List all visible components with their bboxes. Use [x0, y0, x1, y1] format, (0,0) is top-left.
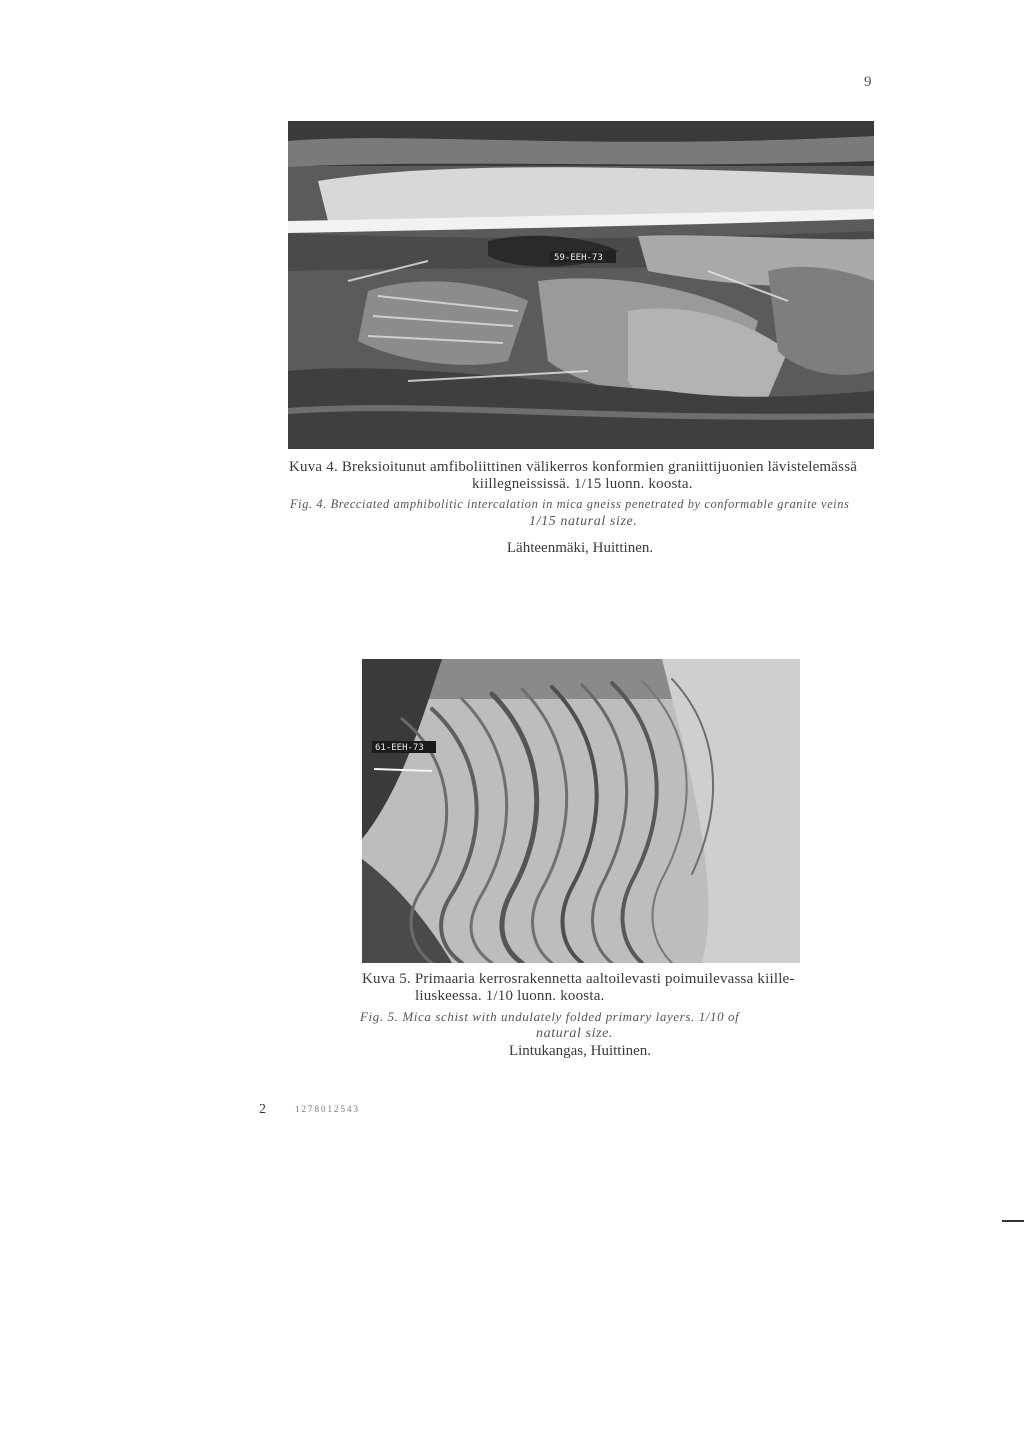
figure-4-tag: 59-EEH-73 — [554, 253, 603, 263]
figure-4-caption-fi-2: kiillegneississä. 1/15 luonn. koosta. — [472, 476, 693, 492]
figure-4-caption-en-1: Fig. 4. Brecciated amphibolitic intercalation in mica gneiss penetrated by conformable granite veins — [290, 497, 850, 511]
figure-5-location: Lintukangas, Huittinen. — [508, 1043, 652, 1059]
figure-4-caption-fi-1: Kuva 4. Breksioitunut amfiboliittinen välikerros konformien graniittijuonien lävistelemässä — [289, 459, 858, 475]
figure-5-caption-fi-2: liuskeessa. 1/10 luonn. koosta. — [415, 988, 605, 1004]
figure-5-image — [362, 659, 800, 963]
figure-4-image — [288, 121, 874, 449]
figure-4-photo — [288, 121, 874, 449]
figure-4-location: Lähteenmäki, Huittinen. — [506, 540, 654, 556]
figure-5-photo — [362, 659, 800, 963]
figure-5-caption-fi-1: Kuva 5. Primaaria kerrosrakennetta aaltoilevasti poimuilevassa kiille- — [362, 971, 795, 987]
footer-code: 1278012543 — [295, 1104, 360, 1114]
edge-mark — [1002, 1220, 1024, 1222]
figure-5-tag: 61-EEH-73 — [375, 743, 424, 753]
figure-5-caption-en-2: natural size. — [536, 1026, 614, 1041]
figure-5-caption-en-1: Fig. 5. Mica schist with undulately folded primary layers. 1/10 of — [360, 1009, 740, 1024]
footer-signature: 2 — [259, 1102, 266, 1117]
figure-4-caption-en-2: 1/15 natural size. — [529, 514, 638, 529]
page-number: 9 — [864, 74, 872, 90]
